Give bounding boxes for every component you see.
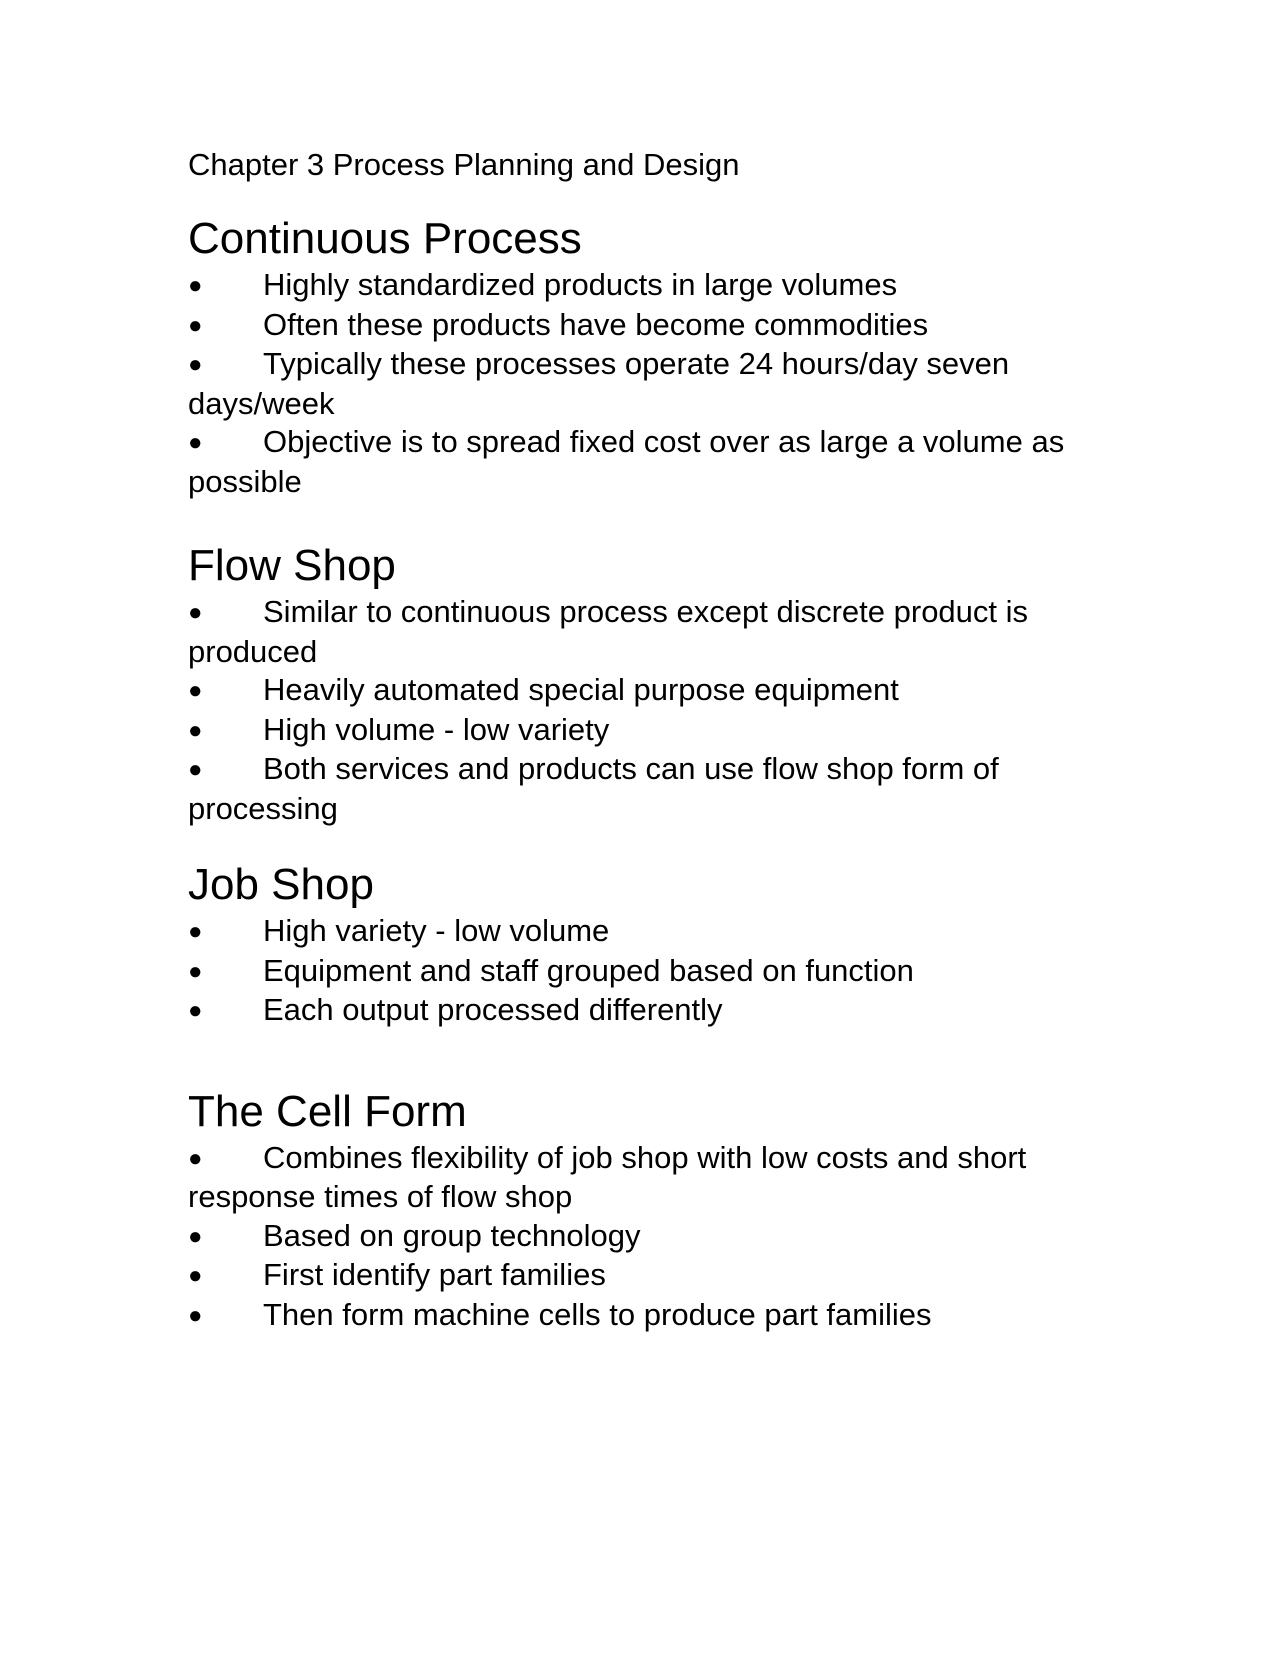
list-item (188, 306, 1108, 346)
list-item-text: Then form machine cells to produce part families (263, 1296, 932, 1332)
list-item (188, 1139, 1108, 1217)
bullet-icon: ● (188, 918, 203, 945)
section-job-shop (188, 860, 1108, 1031)
list-item-text: Equipment and staff grouped based on function (263, 952, 914, 988)
section-continuous-process (188, 214, 1108, 501)
section-cell-form (188, 1087, 1108, 1336)
list-item-text: High volume - low variety (263, 711, 610, 747)
section-heading: Continuous Process (188, 214, 582, 263)
list-item (188, 711, 1108, 751)
bullet-list (188, 912, 1108, 1031)
list-item (188, 991, 1108, 1031)
section-spacer (188, 1031, 1108, 1087)
list-item-text: First identify part families (263, 1257, 606, 1292)
bullet-list (188, 593, 1108, 828)
list-item (188, 750, 1108, 828)
bullet-icon: ● (188, 351, 203, 378)
bullet-icon: ● (188, 1262, 203, 1289)
list-item (188, 345, 1108, 423)
bullet-icon: ● (188, 957, 203, 985)
list-item (188, 593, 1108, 671)
list-item-text: Typically these processes operate 24 hours/day seven days/week (188, 346, 1010, 421)
bullet-icon: ● (188, 1144, 203, 1172)
bullet-icon: ● (188, 272, 203, 299)
bullet-icon: ● (188, 677, 203, 704)
list-item-text: High variety - low volume (263, 913, 610, 948)
section-heading: Flow Shop (188, 541, 396, 590)
section-heading: Job Shop (188, 860, 374, 909)
list-item-text: Each output processed differently (263, 992, 723, 1027)
list-item-text: Based on group technology (263, 1217, 641, 1253)
list-item-text: Heavily automated special purpose equipment (263, 672, 899, 707)
bullet-icon: ● (188, 311, 203, 339)
list-item (188, 1217, 1108, 1257)
list-item-text: Both services and products can use flow shop form of processing (188, 751, 999, 826)
list-item (188, 1256, 1108, 1296)
section-heading: The Cell Form (188, 1086, 467, 1136)
list-item (188, 266, 1108, 306)
list-item (188, 912, 1108, 952)
bullet-list (188, 1139, 1108, 1336)
bullet-list (188, 266, 1108, 501)
document-title: Chapter 3 Process Planning and Design (188, 147, 740, 182)
list-item-text: Often these products have become commodities (263, 306, 929, 342)
list-item-text: Similar to continuous process except discrete product is produced (188, 594, 1029, 669)
bullet-icon: ● (188, 1222, 203, 1250)
bullet-icon: ● (188, 756, 203, 783)
bullet-icon: ● (188, 997, 203, 1024)
document-content (188, 146, 1108, 1335)
section-spacer (188, 828, 1108, 860)
list-item (188, 1296, 1108, 1336)
bullet-icon: ● (188, 429, 203, 456)
list-item (188, 952, 1108, 992)
list-item-text: Objective is to spread fixed cost over as large a volume as possible (188, 424, 1065, 499)
list-item (188, 423, 1108, 501)
list-item (188, 671, 1108, 711)
bullet-icon: ● (188, 599, 203, 626)
list-item-text: Combines flexibility of job shop with low costs and short response times of flow shop (188, 1139, 1027, 1214)
list-item-text: Highly standardized products in large volumes (263, 267, 898, 302)
bullet-icon: ● (188, 716, 203, 744)
section-spacer (188, 501, 1108, 541)
section-flow-shop (188, 541, 1108, 828)
bullet-icon: ● (188, 1301, 203, 1329)
